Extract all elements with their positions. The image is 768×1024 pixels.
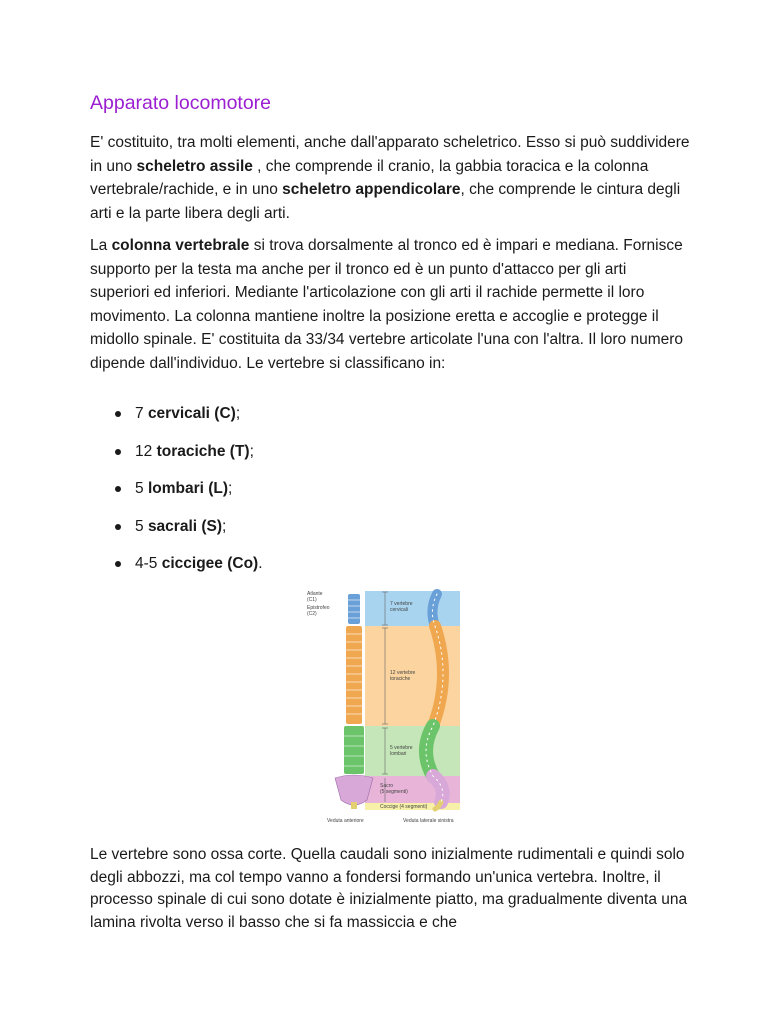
label-lumbar-2: lombari xyxy=(390,751,407,757)
list-item: 4-5 ciccigee (Co). xyxy=(90,552,263,590)
list-item: 12 toraciche (T); xyxy=(90,440,263,478)
label-sacral-1: Sacro xyxy=(380,783,394,789)
intro-text-2: , che comprende il cranio, la gabbia toracica e la colonna vertebrale/rachide, e in uno xyxy=(90,157,649,198)
lumbar-band xyxy=(365,726,460,776)
spine-paragraph xyxy=(90,234,690,375)
label-coccyx: Coccige (4 segmenti) xyxy=(380,804,428,810)
caption-anterior: Veduta anteriore xyxy=(327,818,364,824)
label-cervical-2: cervicali xyxy=(390,607,409,613)
page-title: Apparato locomotore xyxy=(90,92,272,114)
spine-text-1: La xyxy=(90,237,112,254)
cervical-band xyxy=(365,591,460,626)
label-atlante: Atlante xyxy=(307,591,323,597)
list-item: 5 sacrali (S); xyxy=(90,515,263,553)
intro-text-1: E' costituito, tra molti elementi, anche dall'apparato scheletrico. Esso si può suddividere in uno xyxy=(90,134,690,175)
intro-text-3: , che comprende le cintura degli arti e la parte libera degli arti. xyxy=(90,181,681,222)
label-thoracic-2: toraciche xyxy=(390,676,411,682)
spine-text-2: si trova dorsalmente al tronco ed è impari e mediana. Fornisce supporto per la testa ma anche per il tronco ed è un punto d'attacco per gli arti superiori ed inferiori. Mediante l'articolazione con gli arti il rachide permette il loro movimento. La colonna mantiene inoltre la posizione eretta e accoglie e protegge il midollo spinale. E' costituita da 33/34 vertebre articolate l'una con l'altra. Il loro numero dipende dall'individuo. Le vertebre si classificano in: xyxy=(90,237,684,372)
label-thoracic-1: 12 vertebre xyxy=(390,670,416,676)
term-scheletro-assile: scheletro assile xyxy=(136,157,253,175)
vertebrae-list xyxy=(90,402,263,590)
list-item: 5 lombari (L); xyxy=(90,477,263,515)
label-lumbar-1: 5 vertebre xyxy=(390,745,413,751)
label-sacral-2: (5 segmenti) xyxy=(380,789,408,795)
closing-paragraph xyxy=(90,844,690,934)
closing-text: Le vertebre sono ossa corte. Quella caudali sono inizialmente rudimentali e quindi solo degli abbozzi, ma col tempo vanno a fondersi formando un'unica vertebra. Inoltre, il processo spinale di cui sono dotate è inizialmente piatto, ma gradualmente diventa una lamina rivolta verso il basso che si fa massiccia e che xyxy=(90,846,688,931)
label-c2: (C2) xyxy=(307,611,317,617)
term-colonna-vertebrale: colonna vertebrale xyxy=(111,237,250,254)
term-scheletro-appendicolare: scheletro appendicolare xyxy=(282,181,461,198)
intro-paragraph xyxy=(90,131,690,225)
label-cervical-1: 7 vertebre xyxy=(390,601,413,607)
list-item: 7 cervicali (C); xyxy=(90,402,263,440)
label-epistrofeo: Epistrofeo xyxy=(307,605,330,611)
caption-lateral: Veduta laterale sinistra xyxy=(403,818,454,824)
label-c1: (C1) xyxy=(307,597,317,603)
spine-diagram xyxy=(307,588,552,828)
spine-figure xyxy=(307,588,552,828)
